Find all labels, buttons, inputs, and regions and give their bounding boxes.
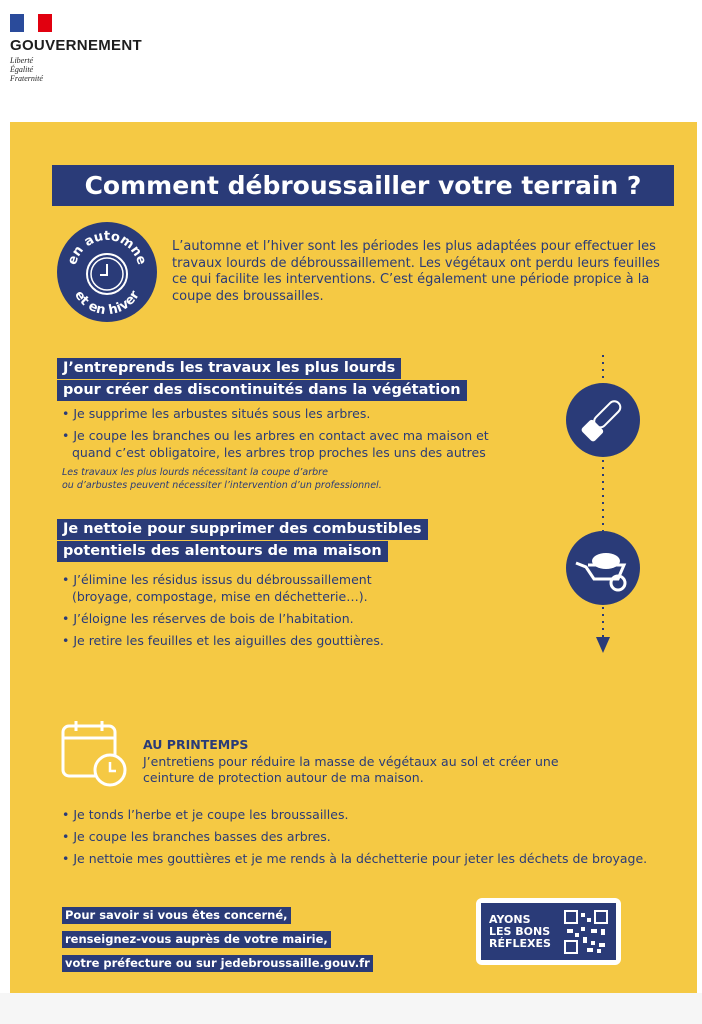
list-item: • Je retire les feuilles et les aiguilles des gouttières. <box>62 633 384 648</box>
list-item: • Je coupe les branches ou les arbres en contact avec ma maison et quand c’est obligatoire, les arbres trop proches les uns des autres <box>62 428 489 460</box>
section2-list <box>62 571 422 654</box>
list-item: • Je tonds l’herbe et je coupe les broussailles. <box>62 807 349 822</box>
logo-text: GOUVERNEMENT <box>10 37 142 54</box>
footer-info: Pour savoir si vous êtes concerné, renseignez-vous auprès de votre mairie, votre préfecture ou sur jedebroussaille.gouv.fr <box>62 904 373 976</box>
motto: Liberté Égalité Fraternité <box>10 56 43 83</box>
list-item: • J’éloigne les réserves de bois de l’habitation. <box>62 611 354 626</box>
chainsaw-icon <box>566 383 640 457</box>
spring-label: AU PRINTEMPS <box>143 737 249 752</box>
clock-icon <box>57 222 157 322</box>
section2-heading: Je nettoie pour supprimer des combustibles potentiels des alentours de ma maison <box>57 518 428 562</box>
page-bottom <box>0 993 702 1024</box>
list-item: • Je coupe les branches basses des arbres. <box>62 829 331 844</box>
list-item: • J’élimine les résidus issus du débroussaillement (broyage, compostage, mise en déchetterie…). <box>62 572 372 604</box>
qr-code-icon[interactable] <box>564 910 608 954</box>
intro-text: L’automne et l’hiver sont les périodes les plus adaptées pour effectuer les travaux lourds de débroussaillement. Les végétaux ont perdu leurs feuilles ce qui facilite les interventions. C’est également une période propice à la coupe des broussailles. <box>172 239 660 304</box>
spring-list <box>62 806 682 872</box>
svg-text:et en hiver: et en hiver <box>71 288 143 319</box>
page-title: Comment débroussailler votre terrain ? <box>52 165 674 206</box>
list-item: • Je supprime les arbustes situés sous les arbres. <box>62 406 371 421</box>
calendar-clock-icon <box>60 718 130 792</box>
list-item: • Je nettoie mes gouttières et je me rends à la déchetterie pour jeter les déchets de broyage. <box>62 851 648 866</box>
qr-label: AYONS LES BONS RÉFLEXES <box>489 912 551 950</box>
government-logo <box>10 14 142 83</box>
wheelbarrow-icon <box>566 531 640 605</box>
season-badge <box>57 222 157 322</box>
french-flag-icon <box>10 14 52 32</box>
svg-text:en automne: en automne <box>64 228 150 267</box>
section1-heading: J’entreprends les travaux les plus lourds pour créer des discontinuités dans la végétation <box>57 357 467 401</box>
qr-badge[interactable] <box>476 898 621 965</box>
spring-text: J’entretiens pour réduire la masse de végétaux au sol et créer une ceinture de protection autour de ma maison. <box>143 754 559 785</box>
section1-note: Les travaux les plus lourds nécessitant la coupe d’arbre ou d’arbustes peuvent nécessiter l’intervention d’un professionnel. <box>62 467 382 491</box>
section1-list <box>62 405 522 466</box>
